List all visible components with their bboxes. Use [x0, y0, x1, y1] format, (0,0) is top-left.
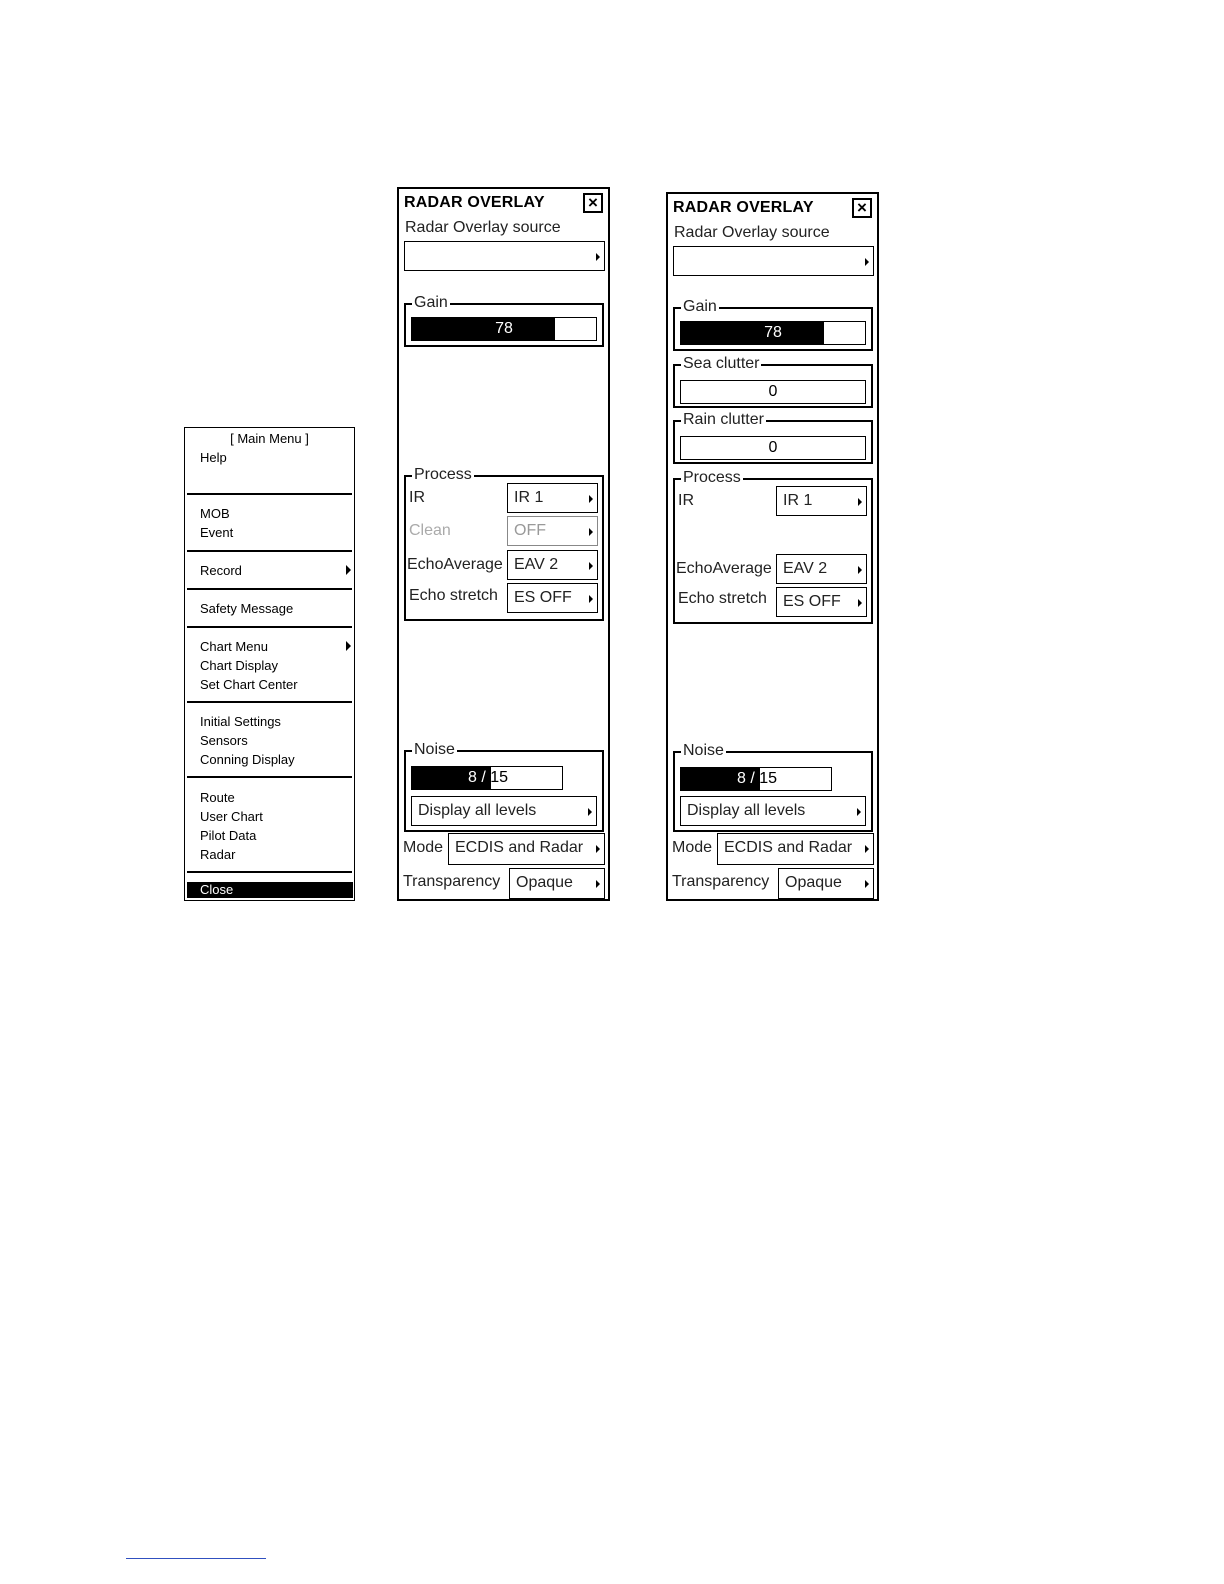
- rain-clutter-group: [673, 411, 873, 464]
- mode-value: ECDIS and Radar: [455, 839, 584, 856]
- clean-value: OFF: [514, 522, 546, 539]
- menu-item-chart-menu[interactable]: Chart Menu: [200, 639, 268, 654]
- echo-stretch-label: Echo stretch: [678, 590, 767, 607]
- close-icon[interactable]: ×: [583, 193, 603, 213]
- transparency-label: Transparency: [672, 873, 770, 890]
- noise-group: [673, 742, 873, 832]
- echo-average-select[interactable]: [776, 554, 867, 584]
- noise-slider[interactable]: [411, 766, 563, 790]
- echo-stretch-value: ES OFF: [514, 589, 572, 606]
- submenu-arrow-icon: [346, 565, 351, 575]
- dropdown-arrow-icon: [858, 599, 862, 607]
- source-select[interactable]: [673, 246, 874, 276]
- noise-slider[interactable]: [680, 767, 832, 791]
- clean-select[interactable]: [507, 516, 598, 546]
- radar-overlay-panel-1: [397, 187, 610, 901]
- menu-item-conning-display[interactable]: Conning Display: [200, 752, 295, 767]
- panel-title: RADAR OVERLAY: [404, 194, 545, 211]
- noise-display-value: Display all levels: [687, 802, 806, 819]
- menu-divider: [187, 626, 352, 628]
- menu-item-sensors[interactable]: Sensors: [200, 733, 248, 748]
- menu-item-record[interactable]: Record: [200, 563, 242, 578]
- echo-stretch-select[interactable]: [507, 583, 598, 613]
- menu-item-close[interactable]: Close: [187, 882, 353, 898]
- close-icon[interactable]: ×: [852, 198, 872, 218]
- gain-slider[interactable]: [680, 321, 866, 345]
- menu-item-user-chart[interactable]: User Chart: [200, 809, 263, 824]
- radar-overlay-panel-2: [666, 192, 879, 901]
- sea-clutter-slider[interactable]: [680, 380, 866, 404]
- dropdown-arrow-icon: [589, 562, 593, 570]
- sea-clutter-label: Sea clutter: [683, 355, 760, 372]
- transparency-label: Transparency: [403, 873, 501, 890]
- rain-clutter-slider[interactable]: [680, 436, 866, 460]
- process-label: Process: [414, 466, 472, 483]
- panel-title: RADAR OVERLAY: [673, 199, 814, 216]
- ir-label: IR: [678, 492, 694, 509]
- rain-clutter-value: 0: [768, 439, 778, 456]
- gain-label: Gain: [683, 298, 717, 315]
- dropdown-arrow-icon: [865, 880, 869, 888]
- mode-label: Mode: [403, 839, 444, 856]
- dropdown-arrow-icon: [858, 498, 862, 506]
- echo-stretch-select[interactable]: [776, 587, 867, 617]
- ir-value: IR 1: [514, 489, 544, 506]
- dropdown-arrow-icon: [858, 566, 862, 574]
- source-select[interactable]: [404, 241, 605, 271]
- menu-item-mob[interactable]: MOB: [200, 506, 230, 521]
- dropdown-arrow-icon: [589, 528, 593, 536]
- ir-label: IR: [409, 489, 425, 506]
- dropdown-arrow-icon: [589, 495, 593, 503]
- source-label: Radar Overlay source: [674, 224, 830, 241]
- dropdown-arrow-icon: [588, 808, 592, 816]
- echo-average-label: EchoAverage: [676, 560, 772, 577]
- mode-value: ECDIS and Radar: [724, 839, 853, 856]
- noise-label: Noise: [414, 741, 455, 758]
- menu-divider: [187, 550, 352, 552]
- echo-average-value: EAV 2: [783, 560, 828, 577]
- source-label: Radar Overlay source: [405, 219, 561, 236]
- menu-divider: [187, 871, 352, 873]
- menu-item-route[interactable]: Route: [200, 790, 235, 805]
- echo-average-value: EAV 2: [514, 556, 559, 573]
- transparency-value: Opaque: [516, 874, 573, 891]
- mode-select[interactable]: [448, 833, 605, 865]
- noise-display-select[interactable]: [680, 796, 866, 826]
- noise-label: Noise: [683, 742, 724, 759]
- gain-value: 78: [764, 324, 782, 341]
- process-group: [404, 466, 604, 621]
- menu-title: [ Main Menu ]: [230, 431, 309, 446]
- process-label: Process: [683, 469, 741, 486]
- process-group: [673, 469, 873, 624]
- menu-divider: [187, 588, 352, 590]
- main-menu: [184, 427, 355, 901]
- menu-item-help[interactable]: Help: [200, 450, 227, 465]
- gain-value: 78: [495, 320, 513, 337]
- transparency-value: Opaque: [785, 874, 842, 891]
- echo-stretch-label: Echo stretch: [409, 587, 498, 604]
- menu-divider: [187, 493, 352, 495]
- dropdown-arrow-icon: [596, 845, 600, 853]
- gain-slider[interactable]: [411, 317, 597, 341]
- menu-item-pilot-data[interactable]: Pilot Data: [200, 828, 257, 843]
- menu-item-safety-message[interactable]: Safety Message: [200, 601, 294, 616]
- transparency-select[interactable]: [509, 868, 605, 899]
- submenu-arrow-icon: [346, 641, 351, 651]
- dropdown-arrow-icon: [589, 595, 593, 603]
- gain-group: [673, 298, 873, 351]
- mode-label: Mode: [672, 839, 713, 856]
- menu-item-initial-settings[interactable]: Initial Settings: [200, 714, 281, 729]
- menu-divider: [187, 701, 352, 703]
- menu-item-set-chart-center[interactable]: Set Chart Center: [200, 677, 298, 692]
- echo-stretch-value: ES OFF: [783, 593, 841, 610]
- dropdown-arrow-icon: [857, 808, 861, 816]
- gain-group: [404, 294, 604, 347]
- sea-clutter-value: 0: [768, 383, 778, 400]
- noise-group: [404, 741, 604, 832]
- mode-select[interactable]: [717, 833, 874, 865]
- menu-item-chart-display[interactable]: Chart Display: [200, 658, 279, 673]
- footer-rule: [126, 1558, 266, 1559]
- menu-item-radar[interactable]: Radar: [200, 847, 236, 862]
- dropdown-arrow-icon: [865, 258, 869, 266]
- gain-label: Gain: [414, 294, 448, 311]
- dropdown-arrow-icon: [865, 845, 869, 853]
- echo-average-label: EchoAverage: [407, 556, 503, 573]
- ir-select[interactable]: [776, 486, 867, 516]
- sea-clutter-group: [673, 355, 873, 408]
- menu-divider: [187, 776, 352, 778]
- noise-display-value: Display all levels: [418, 802, 537, 819]
- menu-item-event[interactable]: Event: [200, 525, 234, 540]
- noise-display-select[interactable]: [411, 796, 597, 826]
- noise-value: 8 / 15: [736, 770, 778, 787]
- clean-label: Clean: [409, 522, 451, 539]
- ir-select[interactable]: [507, 483, 598, 513]
- transparency-select[interactable]: [778, 868, 874, 899]
- dropdown-arrow-icon: [596, 253, 600, 261]
- dropdown-arrow-icon: [596, 880, 600, 888]
- ir-value: IR 1: [783, 492, 813, 509]
- noise-value: 8 / 15: [467, 769, 509, 786]
- echo-average-select[interactable]: [507, 550, 598, 580]
- rain-clutter-label: Rain clutter: [683, 411, 764, 428]
